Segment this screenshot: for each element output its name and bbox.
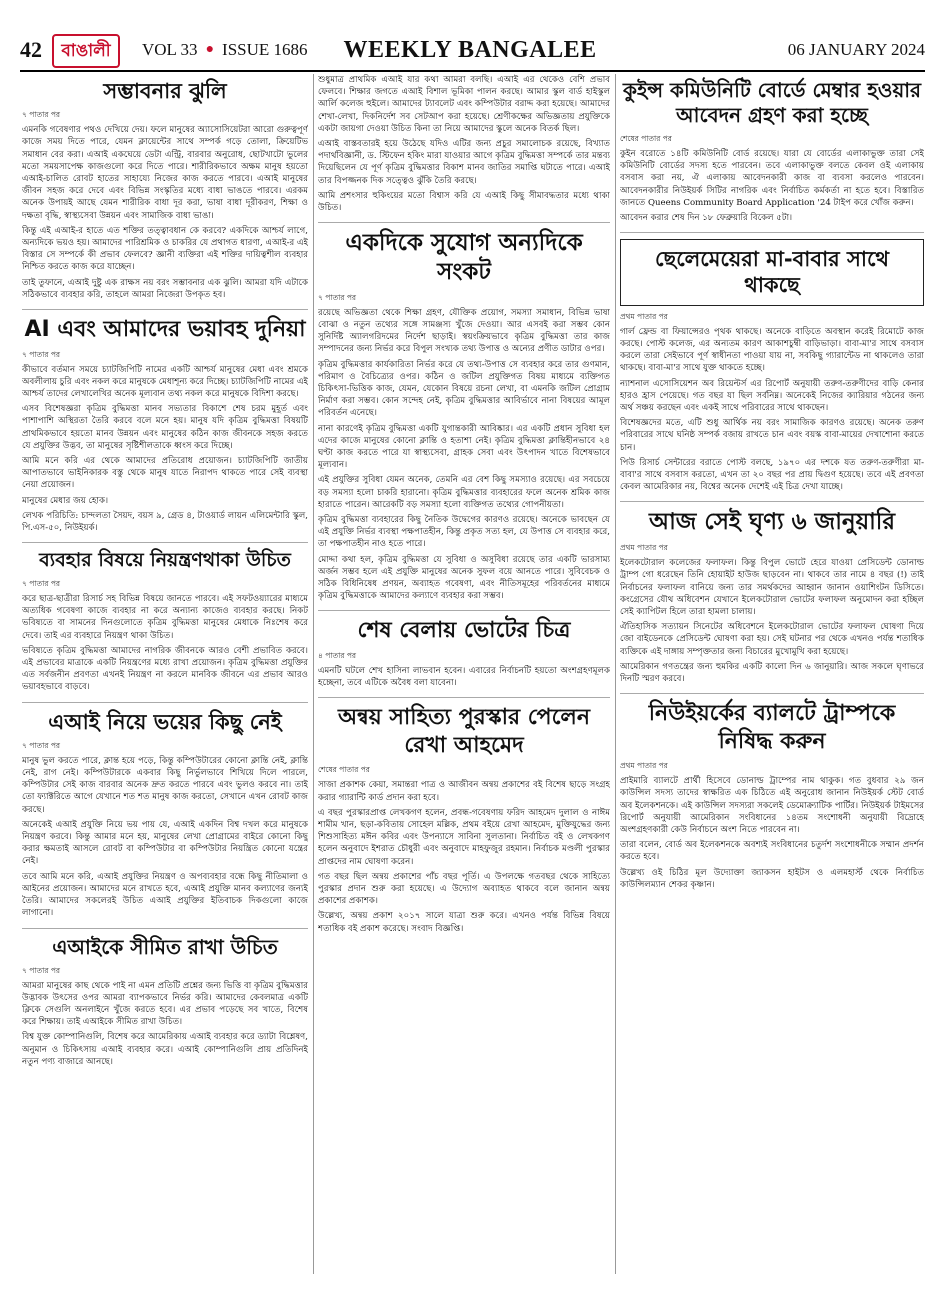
article-body bbox=[620, 775, 924, 891]
column-1 bbox=[22, 74, 308, 1274]
column-divider bbox=[615, 74, 616, 1274]
article-body bbox=[318, 779, 610, 934]
bullet-icon: ● bbox=[205, 42, 215, 57]
paragraph: মানুষ ভুল করতে পারে, ক্লান্ত হয়ে পড়ে, কিন্তু কম্পিউটারের কোনো ক্লান্তি নেই, ক্লান্তি নেই, রাগ নেই। কম্পিউটারকে একবার কিছু নির্ভুলভাবে শিখিয়ে দিলে পারলে, কম্পিউটার সেই কাজ বারবার অনেক দ্রুত করতে পারবে এবং ভুলও করবে না। তাই তো ফ্যাক্টরিতে আগে যেখানে শত শত মানুষ কাজ করতো, সেখানে এখন রোবট কাজ করছে। bbox=[22, 755, 308, 815]
headline: এআই নিয়ে ভয়ের কিছু নেই bbox=[48, 709, 282, 734]
article-body bbox=[318, 307, 610, 603]
paragraph: গত বছর ছিল অন্বয় প্রকাশের পাঁচ বছর পূর্তি। এ উপলক্ষে গতবছর থেকে সাহিত্যে পুরস্কার প্রদান শুরু করা হয়েছে। এ উদ্যোগ অব্যাহত থাকবে বলে জানান অন্বয় প্রকাশের প্রকাশক। bbox=[318, 871, 610, 907]
paragraph: কৃত্রিম বুদ্ধিমত্তা ব্যবহারের কিছু নৈতিক উদ্বেগের কারণও রয়েছে। অনেকে ভাবছেন যে এই প্রযুক্তি নির্ভর ব্যবস্থা পক্ষপাতহীন, কিন্তু প্রকৃত সত্য হল, যে উপাত্ত সে ব্যবহার করে, তা পক্ষপাতহীন নাও হতে পারে। bbox=[318, 514, 610, 550]
continued-from: ৭ পাতার পর bbox=[22, 110, 61, 120]
paragraph: সাজা প্রকাশক কেয়া, সমান্তরা পাত্র ও আজীবন অন্বয় প্রকাশের বই বিশেষ ছাড়ে সংগ্রহ করার গ্যারান্টি কার্ড প্রদান করা হবে। bbox=[318, 780, 610, 803]
divider bbox=[620, 501, 924, 502]
page-number: 42 bbox=[20, 37, 42, 62]
headline: ছেলেমেয়েরা মা-বাবার সাথে থাকছে bbox=[620, 239, 924, 306]
column-3 bbox=[620, 74, 924, 1274]
paragraph: আবেদন করার শেষ দিন ১৮ ফেব্রুয়ারি বিকেল ৫টা। bbox=[620, 213, 793, 224]
paragraph: ভবিষ্যতে কৃত্রিম বুদ্ধিমত্তা আমাদের নাগরিক জীবনকে আরও বেশী প্রভাবিত করবে। এই প্রভাবের মাত্রাকে একটি নিয়ন্ত্রণের মধ্যে রাখা প্রয়োজন। কৃত্রিম বুদ্ধিমত্তা প্রযুক্তির এত সর্বজনীন প্রবণতা এখনই নিয়ন্ত্রণ না করলে মানবিক জীবনে এর প্রভাব আরও ভয়াবহভাবে বাড়বে। bbox=[22, 645, 308, 693]
volume: VOL 33 bbox=[142, 40, 198, 59]
paragraph: উল্লেখ্য, অন্বয় প্রকাশ ২০১৭ সালে যাত্রা শুরু করে। এখনও পর্যন্ত বিভিন্ন বিষয়ে শতাধিক বই প্রকাশ করেছে। সংবাদ বিজ্ঞপ্তি। bbox=[318, 911, 610, 934]
paragraph: এই প্রযুক্তির সুবিধা যেমন অনেক, তেমনি এর বেশ কিছু সমস্যাও রয়েছে। এর সবচেয়ে বড় সমস্যা হলো চাকরি হারানো। কৃত্রিম বুদ্ধিমত্তার ব্যবহারের ফলে অনেক শ্রমিক কাজ হারাতে পারেন। আরেকটি বড় সমস্যা হলো ব্যক্তিগত তথ্যের গোপনীয়তা। bbox=[318, 475, 610, 510]
paragraph: করে ছাত্র-ছাত্রীরা রিসার্চ সহ বিভিন্ন বিষয়ে জানতে পারবে। এই সফটওয়্যারের মাধ্যমে অত্যধিক গবেষণা কাজে ব্যবহার না করে অন্যান্য কাজেও ব্যবহার করছে। নিকট ভবিষ্যতে বা সামনের দিনগুলোতে কৃত্রিম বুদ্ধিমত্তা মানুষের মেধাকে নিঃশেষ করে দেবে। তাই এর ব্যবহারে নিয়ন্ত্রণ থাকা উচিত। bbox=[22, 593, 308, 641]
article-children-with-parents bbox=[620, 239, 924, 493]
paragraph: বিশ্ব যুক্ত কোম্পানিগুলি, বিশেষ করে আমেরিকায় এআই ব্যবহার করে ড্যাটা বিশ্লেষণ, অনুমান ও চিকিৎসায় এআই ব্যবহার করে। এআই কোম্পানিগুলি প্রায় প্রতিদিনই নতুন পণ্য বাজারে আনছে। bbox=[22, 1032, 308, 1067]
divider bbox=[22, 309, 308, 310]
divider bbox=[318, 697, 610, 698]
paragraph: তবে আমি মনে করি, এআই প্রযুক্তির নিয়ন্ত্রণ ও অপব্যবহার বন্ধে কিছু নীতিমালা ও আইনের প্রয়োজন। আমাদের মনে রাখতে হবে, এআই প্রযুক্তি মানব কল্যাণের জন্যই তৈরি। আমাদের সকলেরই উচিত এআই প্রযুক্তির ইতিবাচক দিকগুলো কাজে লাগানো। bbox=[22, 871, 308, 919]
article-body bbox=[22, 980, 308, 1068]
article-body bbox=[620, 148, 924, 224]
article-control-usage bbox=[22, 549, 308, 693]
article-ban-trump-ballot bbox=[620, 700, 924, 891]
article-vote-picture bbox=[318, 617, 610, 689]
article-continued-top bbox=[318, 74, 610, 214]
paper-name: WEEKLY BANGALEE bbox=[343, 36, 597, 63]
paragraph: মোদ্দা কথা হল, কৃত্রিম বুদ্ধিমত্তা যে সুবিধা ও অসুবিধা রয়েছে তার একটি ভারসাম্য অর্জন সম্ভব হলে এই প্রযুক্তি মানুষের অনেক সুফল বয়ে আনতে পারে। সুবিবেচক ও সঠিক বিধিনিষেধ প্রণয়ন, অব্যাহত গবেষণা, এবং নীতিসমূহের পরিবর্তনের মাধ্যমে কৃত্রিম বুদ্ধিমত্তাকে আমাদের কল্যাণে ব্যবহার করা সম্ভব। bbox=[318, 554, 610, 602]
headline: আজ সেই ঘৃণ্য ৬ জানুয়ারি bbox=[648, 509, 896, 536]
paragraph: উল্লেখ্য ওই চিঠির মূল উদ্যোক্তা জ্যাকসন হাইটস ও এলমহার্স্ট থেকে নির্বাচিত কাউন্সিলম্যান শেকর কৃষ্ণান। bbox=[620, 867, 924, 890]
article-january-6 bbox=[620, 508, 924, 685]
logo-text: বাঙালী bbox=[52, 34, 120, 68]
article-body bbox=[318, 665, 610, 689]
divider bbox=[620, 693, 924, 694]
continued-from: ৭ পাতার পর bbox=[22, 965, 61, 975]
paragraph: শুধুমাত্র প্রাথমিক এআই যার কথা আমরা বলছি। এআই এর থেকেও বেশি প্রভাব ফেলবে। শিক্ষার জগতে এআই বিশাল ভূমিকা পালন করছে। আমার স্কুল বার্ড হাইস্কুল আর্লি কলেজ হুইলে। আমাদের ট্যাবলেট এবং কম্পিউটার বরাদ্দ করা হয়েছে। আমাদের শেখা-লেখা, দিকনির্দেশ সব সেটআপ করা হয়েছে। শ্রেণীকক্ষের অভিজ্ঞতায় প্রযুক্তিকে একটা জায়গা দেওয়া উচিত কিনা তা নিয়ে আমাদের স্কুলে অনেক বিতর্ক ছিল। bbox=[318, 75, 610, 134]
article-body bbox=[620, 557, 924, 685]
divider bbox=[22, 928, 308, 929]
paragraph: ইলেকটোরাল কলেজের ফলাফল। কিন্তু বিপুল ভোটে হেরে যাওয়া প্রেসিডেন্ট ডোনাল্ড ট্রাম্প গো ধরেছেন তিনি হোয়াইট হাউজ ছাড়বেন না। থাকবে তার নামে ৪ বছর (!) তাই নির্বাচনের ফলাফল বানিয়ে জন্য তার সমর্থকদের আহ্বান জানান ওয়াশিংটন ডিসিতে। কংগ্রেসের যৌথ অধিবেশন যেখানে ইলেকটোরাল ভোটের ফলাফল অনুমোদন করা হচ্ছিল সেই ক্যাপিটল হিলে তারা হামলা চালায়। bbox=[620, 558, 924, 617]
headline: কুইন্স কমিউনিটি বোর্ডে মেম্বার হওয়ার আবেদন গ্রহণ করা হচ্ছে bbox=[622, 78, 922, 127]
continued-from: ৭ পাতার পর bbox=[22, 578, 61, 588]
continued-from: শেষের পাতার পর bbox=[620, 134, 672, 143]
paragraph: আমি মনে করি এর থেকে আমাদের প্রতিরোধ প্রয়োজন। চ্যাটজিপিটি জাতীয় আপাতভাবে ভাইনিকারক বস্তু থেকে মানুষ যাতে নিরাপদ থাকতে পারে সেই ব্যবস্থা নেয়া প্রয়োজন। bbox=[22, 456, 308, 491]
continued-from: প্রথম পাতার পর bbox=[620, 761, 668, 771]
article-body bbox=[22, 364, 308, 535]
headline: একদিকে সুযোগ অন্যদিকে সংকট bbox=[345, 230, 583, 285]
article-body bbox=[318, 74, 610, 214]
issue: ISSUE 1686 bbox=[222, 40, 308, 59]
divider bbox=[620, 232, 924, 233]
paragraph: এসব বিশেষজ্ঞরা কৃত্রিম বুদ্ধিমত্তা মানব সভ্যতার বিকাশে শেষ চরম মুহূর্ত এবং পাশাপাশি অস্থিরতা তৈরি করবে বলে মনে হয়। মানুষ যদি কৃত্রিম বুদ্ধিমত্তা বিষয়টি প্রাথমিকভাবে হয়তো মানব উন্নয়ন এবং মানুষের কঠিন কাজ জীবনকে সহজ করতে যে প্রযুক্তির উদ্ভব, তা মানুষের সৃষ্টিশীলতাকে ধ্বংস করে দিচ্ছে। bbox=[22, 404, 308, 451]
paragraph: মানুষের মেধার জয় হোক। bbox=[22, 495, 109, 506]
paragraph: আমেরিকান গণতন্ত্রের জন্য হুমকির একটি কালো দিন ৬ জানুয়ারি। আজ সকলে ঘৃণাভরে দিনটি স্মরণ করবে। bbox=[620, 661, 924, 684]
article-no-fear-ai bbox=[22, 709, 308, 920]
article-queens-community-board bbox=[620, 78, 924, 224]
paragraph: কুইন বরোতে ১৪টি কমিউনিটি বোর্ড রয়েছে। যারা যে বোর্ডের এলাকাভুক্ত তারা সেই কমিউনিটি বোর্ডের সদস্য হতে পারবেন। তবে এলাকাভুক্ত বলতে কেবল ওই এলাকায় বসবাস করা নয়, ঐ এলাকায় আবেদনকারী কাজ বা ব্যবসা করলেও পারবেন। আবেদনকারীর নিউইয়র্ক সিটির নাগরিক এবং নির্বাচিত কর্মকর্তা না হতে হবে। বিস্তারিত জানতে Queens Community Board Application '24 টাইপ করে খোঁজ করুন। bbox=[620, 149, 924, 208]
continued-from: ৭ পাতার পর bbox=[22, 349, 61, 359]
paragraph: আমরা মানুষের কাছ থেকে পাই না এমন প্রতিটি প্রশ্নের জন্য ভিত্তি বা কৃত্রিম বুদ্ধিমত্তার উদ্ভাবক উৎসের ওপর আমরা ব্যাপকভাবে নির্ভর করি। আমাদের কেবলমাত্র একটি ক্লিকে সেগুলি অনলাইনে খুঁজে করতে হবে। এর প্রভাব পড়েছে সব খাতে, বিশেষ করে শিক্ষায়। তাই এআইকে সীমিত রাখা উচিত। bbox=[22, 980, 308, 1028]
article-body bbox=[620, 326, 924, 494]
divider bbox=[22, 702, 308, 703]
continued-from: প্রথম পাতার পর bbox=[620, 311, 668, 321]
headline: অন্বয় সাহিত্য পুরস্কার পেলেন রেখা আহমেদ bbox=[338, 705, 590, 758]
author-note: লেখক পরিচিতি: চান্দলতা সৈয়দ, বয়স ৯, গ্রেড ৪, টাওয়ার্ড লায়ন এলিমেন্টারি স্কুল, পি.এস-৫০, নিউইয়র্ক। bbox=[22, 510, 308, 534]
headline: শেষ বেলায় ভোটের চিত্র bbox=[357, 618, 571, 644]
headline: ব্যবহার বিষয়ে নিয়ন্ত্রণথাকা উচিত bbox=[39, 549, 291, 572]
headline: নিউইয়র্কের ব্যালটে ট্রাম্পকে নিষিদ্ধ করুন bbox=[648, 701, 896, 754]
continued-from: শেষের পাতার পর bbox=[318, 765, 370, 775]
article-sombhabonar-jhuli bbox=[22, 78, 308, 301]
paragraph: নানা কারণেই কৃত্রিম বুদ্ধিমত্তা একটি যুগান্তকারী আবিষ্কার। এর একটি প্রধান সুবিধা হল এদের কাজে মানুষের কোনো ক্লান্তি ও হতাশা নেই। কৃত্রিম বুদ্ধিমত্তা ক্লান্তিহীনভাবে ২৪ ঘণ্টা কাজ করতে পারে যা স্বাস্থ্যসেবা, গ্রাহক সেবা এবং উৎপাদন খাতে বিশেষভাবে মূল্যবান। bbox=[318, 423, 610, 471]
paragraph: প্রাইমারি ব্যালটে প্রার্থী হিসেবে ডোনাল্ড ট্রাম্পের নাম থাকুক। গত বুধবার ২৯ জন কাউন্সিল সদস্য তাদের স্বাক্ষরিত এক চিঠিতে এই অনুরোধ জানান নিউইয়র্ক স্টেট বোর্ড অব ইলেকশনকে। এই কাউন্সিল সদস্যরা সকলেই ডেমোক্র্যাটিক পার্টির। নিউইয়র্ক টাইমসের রিপোর্ট অনুযায়ী আমেরিকান সংবিধানের ১৪তম সংশোধনী অনুযায়ী বিদ্রোহে অংশগ্রহণকারী কেউ নির্বাচনে অংশ নিতে পারবেন না। bbox=[620, 776, 924, 835]
continued-from: ৭ পাতার পর bbox=[22, 740, 61, 750]
paragraph: তারা বলেন, বোর্ড অব ইলেকশনকে অবশ্যই সংবিধানের চতুর্দশ সংশোধনীকে সম্মান প্রদর্শন করতে হবে। bbox=[620, 840, 924, 863]
continued-from: ৭ পাতার পর bbox=[318, 292, 357, 302]
paragraph: আমি প্রশংসার হুকিংয়ের মতো বিশ্বাস করি যে এআই কিছু সীমাবদ্ধতার মধ্যে থাকা উচিত। bbox=[318, 190, 610, 214]
paragraph: কীভাবে বর্তমান সময়ে চ্যাটজিপিটি নামের একটি আশ্চর্য মানুষের মেধা এবং শ্রমকে অবলীলায় চুরি এবং নকল করে মানুষকে মেধাশূন্য করে দিচ্ছে। চ্যাটজিপিটি নামের এই আশ্চর্য তাদের লেখালেখির অনেক মূল্যবান তথ্য নকল করে মানুষকে বিদিশা করছে। bbox=[22, 364, 308, 399]
paragraph: ঐতিহাসিক সত্যায়ন সিনেটের অধিবেশনে ইলেকটোরাল ভোটের ফলাফল ঘোষণা দিয়ে জো বাইডেনকে প্রেসিডেন্ট ঘোষণা করা হয়। সেই ঘটনার পর থেকে এখনও পর্যন্ত শতাধিক ব্যক্তিকে এই দাঙ্গায় সম্পৃক্ততার জন্য বিচারের মুখোমুখি করা হয়েছে। bbox=[620, 622, 924, 657]
issue-date: 06 JANUARY 2024 bbox=[787, 40, 925, 59]
headline: এআইকে সীমিত রাখা উচিত bbox=[52, 934, 278, 959]
column-divider bbox=[313, 74, 314, 1274]
article-limit-ai bbox=[22, 935, 308, 1068]
paragraph: অনেকেই এআই প্রযুক্তি নিয়ে ভয় পায় যে, এআই একদিন বিশ্ব দখল করে মানুষকে নিয়ন্ত্রণ করবে। কিন্তু আমার মনে হয়, মানুষের লেখা প্রোগ্রামের বাইরে কোনো কিছু করার ক্ষমতাই আসলে রোবট বা কম্পিউটার বা কম্পিউটার নিয়ন্ত্রিত কোনো যন্ত্রের নেই। bbox=[22, 819, 308, 867]
divider bbox=[318, 610, 610, 611]
paragraph: গার্ল ফ্রেন্ড বা ফিয়ান্সেরও পৃথক থাকছে। অনেকে বাড়িতে অবস্থান করেই রিমোটে কাজ করছে। পোস্ট কলেজ, এর অন্যতম কারণ আকাশচুম্বী বাড়িভাড়া। বাবা-মা'র সাথে বসবাস করলে তারা সেইভাবে পূর্ণ স্বাধীনতা পাওয়া যায় না, সবকিছু গ্যারান্টেড না থাকলেও তারা থাকছে। বাবা-মা'র সাথে যুক্ত থাকতে হচ্ছে। bbox=[620, 326, 924, 374]
column-2 bbox=[318, 74, 610, 1274]
headline: AI এবং আমাদের ভয়াবহ দুনিয়া bbox=[24, 317, 306, 343]
article-onnoy-award bbox=[318, 704, 610, 934]
continued-from: প্রথম পাতার পর bbox=[620, 543, 668, 553]
paragraph: পিউ রিসার্চ সেন্টারের বরাতে পোস্ট বলছে, ১৯৭০ এর দশকে যত তরুণ-তরুণীরা মা-বাবা'র সাথে বসবাস করতো, এখন তা ২০ বছর পর প্রায় দ্বিগুণ হয়েছে। তবে এই প্রবণতা কেবল আমেরিকার নয়, বিশ্বের অনেক দেশেই এই চিত্র দেখা যাচ্ছে। bbox=[620, 457, 924, 493]
paragraph: এআই বাস্তবতারই হয়ে উঠেছে যদিও এটির জন্য প্রচুর সমালোচক রয়েছে, বিখ্যাত পদার্থবিজ্ঞানী, ড. স্টিফেন হকিং মারা যাওয়ার আগে কৃত্রিম বুদ্ধিমত্তা সম্পর্কে তার মন্তব্য দিয়েছিলেন যে পূর্ণ কৃত্রিম বুদ্ধিমত্তার বিকাশ মানব জাতির সমাপ্তি ঘটাতে পারে। এআই তার বিপজ্জনক দিক সত্ত্বেও ঝুঁকি তৈরি করছে। bbox=[318, 139, 610, 186]
paragraph: বিশেষজ্ঞদের মতে, এটি শুধু আর্থিক নয় বরং সামাজিক কারণও রয়েছে। অনেক তরুণ পরিবারের সাথে ঘনিষ্ঠ সম্পর্ক বজায় রাখতে চান এবং বয়স্ক বাবা-মায়ের দেখাশোনা করতে চান। bbox=[620, 418, 924, 453]
article-body bbox=[22, 755, 308, 920]
paragraph: কৃত্রিম বুদ্ধিমত্তার কার্যকারিতা নির্ভর করে যে তথ্য-উপাত্ত সে ব্যবহার করে তার গুণমান, পরিমাণ ও বৈচিত্র্যের ওপর। কঠিন ও জটিল প্রযুক্তিগত বিষয় মাধ্যমে ব্যক্তিগত চিকিৎসা-ভিত্তিক কাজ, যেমন, যেকোন বিষয়ে রচনা লেখা, বা এমনকি জটিল প্রোগ্রাম নির্মাণ করা সম্ভব। কোন সন্দেহ নেই, কৃত্রিম বুদ্ধিমত্তার আবির্ভাবে নানা বিষয়ের আমূল পরিবর্তন এনেছে। bbox=[318, 359, 610, 419]
paragraph: এমনটি ঘটলে শেখ হাসিনা লাভবান হবেন। এবারের নির্বাচনটি হয়তো অংশগ্রহণমূলক হচ্ছেনা, তবে এটিকে অবৈধ বলা যাবেনা। bbox=[318, 665, 610, 689]
paragraph: এ বছর পুরস্কারপ্রাপ্ত লেখকগণ হলেন, প্রবন্ধ-গবেষণায় ফরিদ আহমেদ দুলাল ও নাঈম শামীম খান, ছড়া-কবিতায় সোহেল মল্লিক, প্রথম বইয়ে রেখা আহমেদ, মুক্তিযুদ্ধের জন্য শিশুসাহিত্য মঈন কবির এবং উপন্যাসে সাবিনা সুলতানা। নির্বাচিত বই ও লেখকগণ হলেন অনুবাদে ইশরাত চৌধুরী এবং অনুবাদে মাহফুজুর রহমান। নির্বাচক মণ্ডলী পুরস্কার প্রাপ্তদের নাম ঘোষণা করেন। bbox=[318, 807, 610, 867]
article-body bbox=[22, 593, 308, 694]
divider bbox=[22, 542, 308, 543]
divider bbox=[318, 222, 610, 223]
paragraph: ন্যাশনাল এসোসিয়েশন অব রিয়েল্টর্স এর রিপোর্ট অনুযায়ী তরুণ-তরুণীদের বাড়ি কেনার হারও হ্রাস পেয়েছে। গত বছর যা ছিল সর্বনিম্ন। অনেকেই নিজের ক্যারিয়ার গঠনের জন্য অর্থ সঞ্চয় করছেন এবং একই সাথে পরিবারের সাথে থাকছেন। bbox=[620, 378, 924, 413]
paragraph: তাই তুফানে, এআই দুষ্টু এক রাক্ষস নয় বরং সম্ভাবনার এক ঝুলি। আমরা যদি এটাকে সঠিকভাবে ব্যবহার করি, তাহলে আমরা নিজেরা উপকৃত হব। bbox=[22, 277, 308, 300]
paragraph: কিন্তু এই এআই-র হাতে এত শক্তির তত্ত্বাবধান কে করবে? একদিকে আশ্চর্য লাগে, অন্যদিকে ভয়ও হয়। আমাদের পারিশ্রমিক ও চাকরির যে প্রথাগত ধারণা, এআই-র এই বিস্তার সে সম্পর্কে কী প্রভাব ফেলবে? জ্ঞানী ব্যক্তিরা এই শক্তির দায়িত্বশীল ব্যবহার নিশ্চিত করতে কাজ করে যাচ্ছেন। bbox=[22, 225, 308, 273]
article-opportunity-crisis bbox=[318, 229, 610, 602]
continued-from: ৪ পাতার পর bbox=[318, 650, 357, 660]
bangalee-logo bbox=[50, 30, 128, 70]
paragraph: রয়েছে অভিজ্ঞতা থেকে শিক্ষা গ্রহণ, যৌক্তিক প্রয়োগ, সমস্যা সমাধান, বিভিন্ন ভাষা বোঝা ও নতুন তথ্যের সঙ্গে সামঞ্জস্য খুঁজে দেওয়া। আর এসবই করা সম্ভব কোন সুনির্দিষ্ট অ্যালগরিদমের নির্দেশ ছাড়াই। স্বয়ংক্রিয়ভাবে কৃত্রিম বুদ্ধিমত্তা তার কাজ সম্পাদনের জন্য নির্ভর করে বিপুল সংখ্যক তথ্য উপাত্ত ও অন্যের প্রণীত ডাটার ওপর। bbox=[318, 307, 610, 355]
headline: সম্ভাবনার ঝুলি bbox=[103, 79, 227, 103]
issue-info bbox=[142, 40, 308, 60]
masthead bbox=[20, 30, 925, 72]
article-body bbox=[22, 124, 308, 301]
article-ai-and-our-world bbox=[22, 316, 308, 534]
paragraph: এমনকি গবেষণার পথও দেখিয়ে দেয়। ফলে মানুষের অ্যাসোসিয়েটরা আরো গুরুত্বপূর্ণ কাজে সময় দিতে পারে, যেমন ক্লায়েন্টের সাথে সম্পর্ক গড়ে তোলা, ক্রিয়েটিভ সমাধান বের করা। এআই একঘেয়ে ডেটা এন্ট্রি, বারবার অনুরোধ, ছোটখাটো ভুলের মতো সময়সাপেক্ষ কাজগুলো করে দিতে পারে। শারীরিকভাবে অক্ষম মানুষ হয়তো এআই-চালিত রোবট হাতের সাহায্যে নিজের কাজ করতে পারবে। এআই মানুষের জীবন সহজ করে দেবে এবং বিভিন্ন সংস্কৃতির মধ্যে বাধা ভাঙতে পারবে। এরকম অনেক উপায়ই আছে যেমন শারীরিক বাধা দূর করা, ভাষা বাধা দূরীকরণ, শিক্ষা ও দক্ষতা বৃদ্ধি, স্বাস্থ্যসেবা উন্নয়ন এবং সামাজিক বাধা ভাঙা। bbox=[22, 125, 308, 221]
